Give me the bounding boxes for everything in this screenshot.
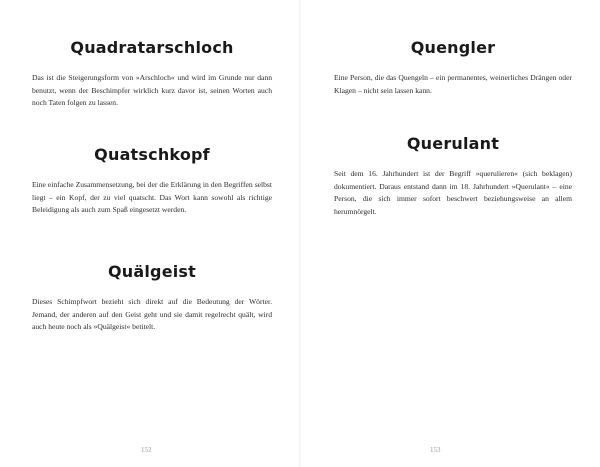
entry-text: Dieses Schimpfwort bezieht sich direkt auf die Bedeutung der Wörter. Jemand, der anderen auf den Geist geht und sie damit regelrecht quält, wird auch heute noch als »Quälgeist« betitelt. [32, 297, 272, 331]
entry-quaelgeist [32, 262, 272, 334]
entry-heading: Quälgeist [107, 262, 197, 281]
entry-heading: Quengler [410, 38, 496, 57]
right-page [300, 0, 600, 467]
entry-quatschkopf [32, 145, 272, 217]
entry-heading: Querulant [406, 134, 500, 153]
entry-quengler [334, 38, 572, 97]
page-number: 152 [141, 446, 152, 454]
page-number: 153 [430, 446, 441, 454]
entry-quadratarschloch [32, 38, 272, 110]
entry-text: Seit dem 16. Jahrhundert ist der Begriff »querulieren« (sich beklagen) dokumentiert. Daraus entstand dann im 18. Jahrhundert »Querulant« – eine Person, die sich immer sofort beschwert beziehungsweise an allem herumnörgelt. [334, 169, 572, 216]
entry-text: Das ist die Steigerungsform von »Arschloch« und wird im Grunde nur dann benutzt, wenn der Beschimpfer wirklich kurz davor ist, seinen Worten auch noch Taten folgen zu lassen. [32, 73, 272, 107]
entry-querulant [334, 134, 572, 218]
entry-heading: Quadratarschloch [70, 38, 234, 57]
entry-heading: Quatschkopf [94, 145, 210, 164]
entry-text: Eine einfache Zusammensetzung, bei der die Erklärung in den Begriffen selbst liegt – ein Kopf, der zu viel quatscht. Das Wort kann sowohl als richtige Beleidigung als auch zum Spaß eingesetzt werden. [32, 180, 272, 214]
entry-text: Eine Person, die das Quengeln – ein permanentes, weinerliches Drängen oder Klagen – nicht sein lassen kann. [334, 73, 572, 95]
